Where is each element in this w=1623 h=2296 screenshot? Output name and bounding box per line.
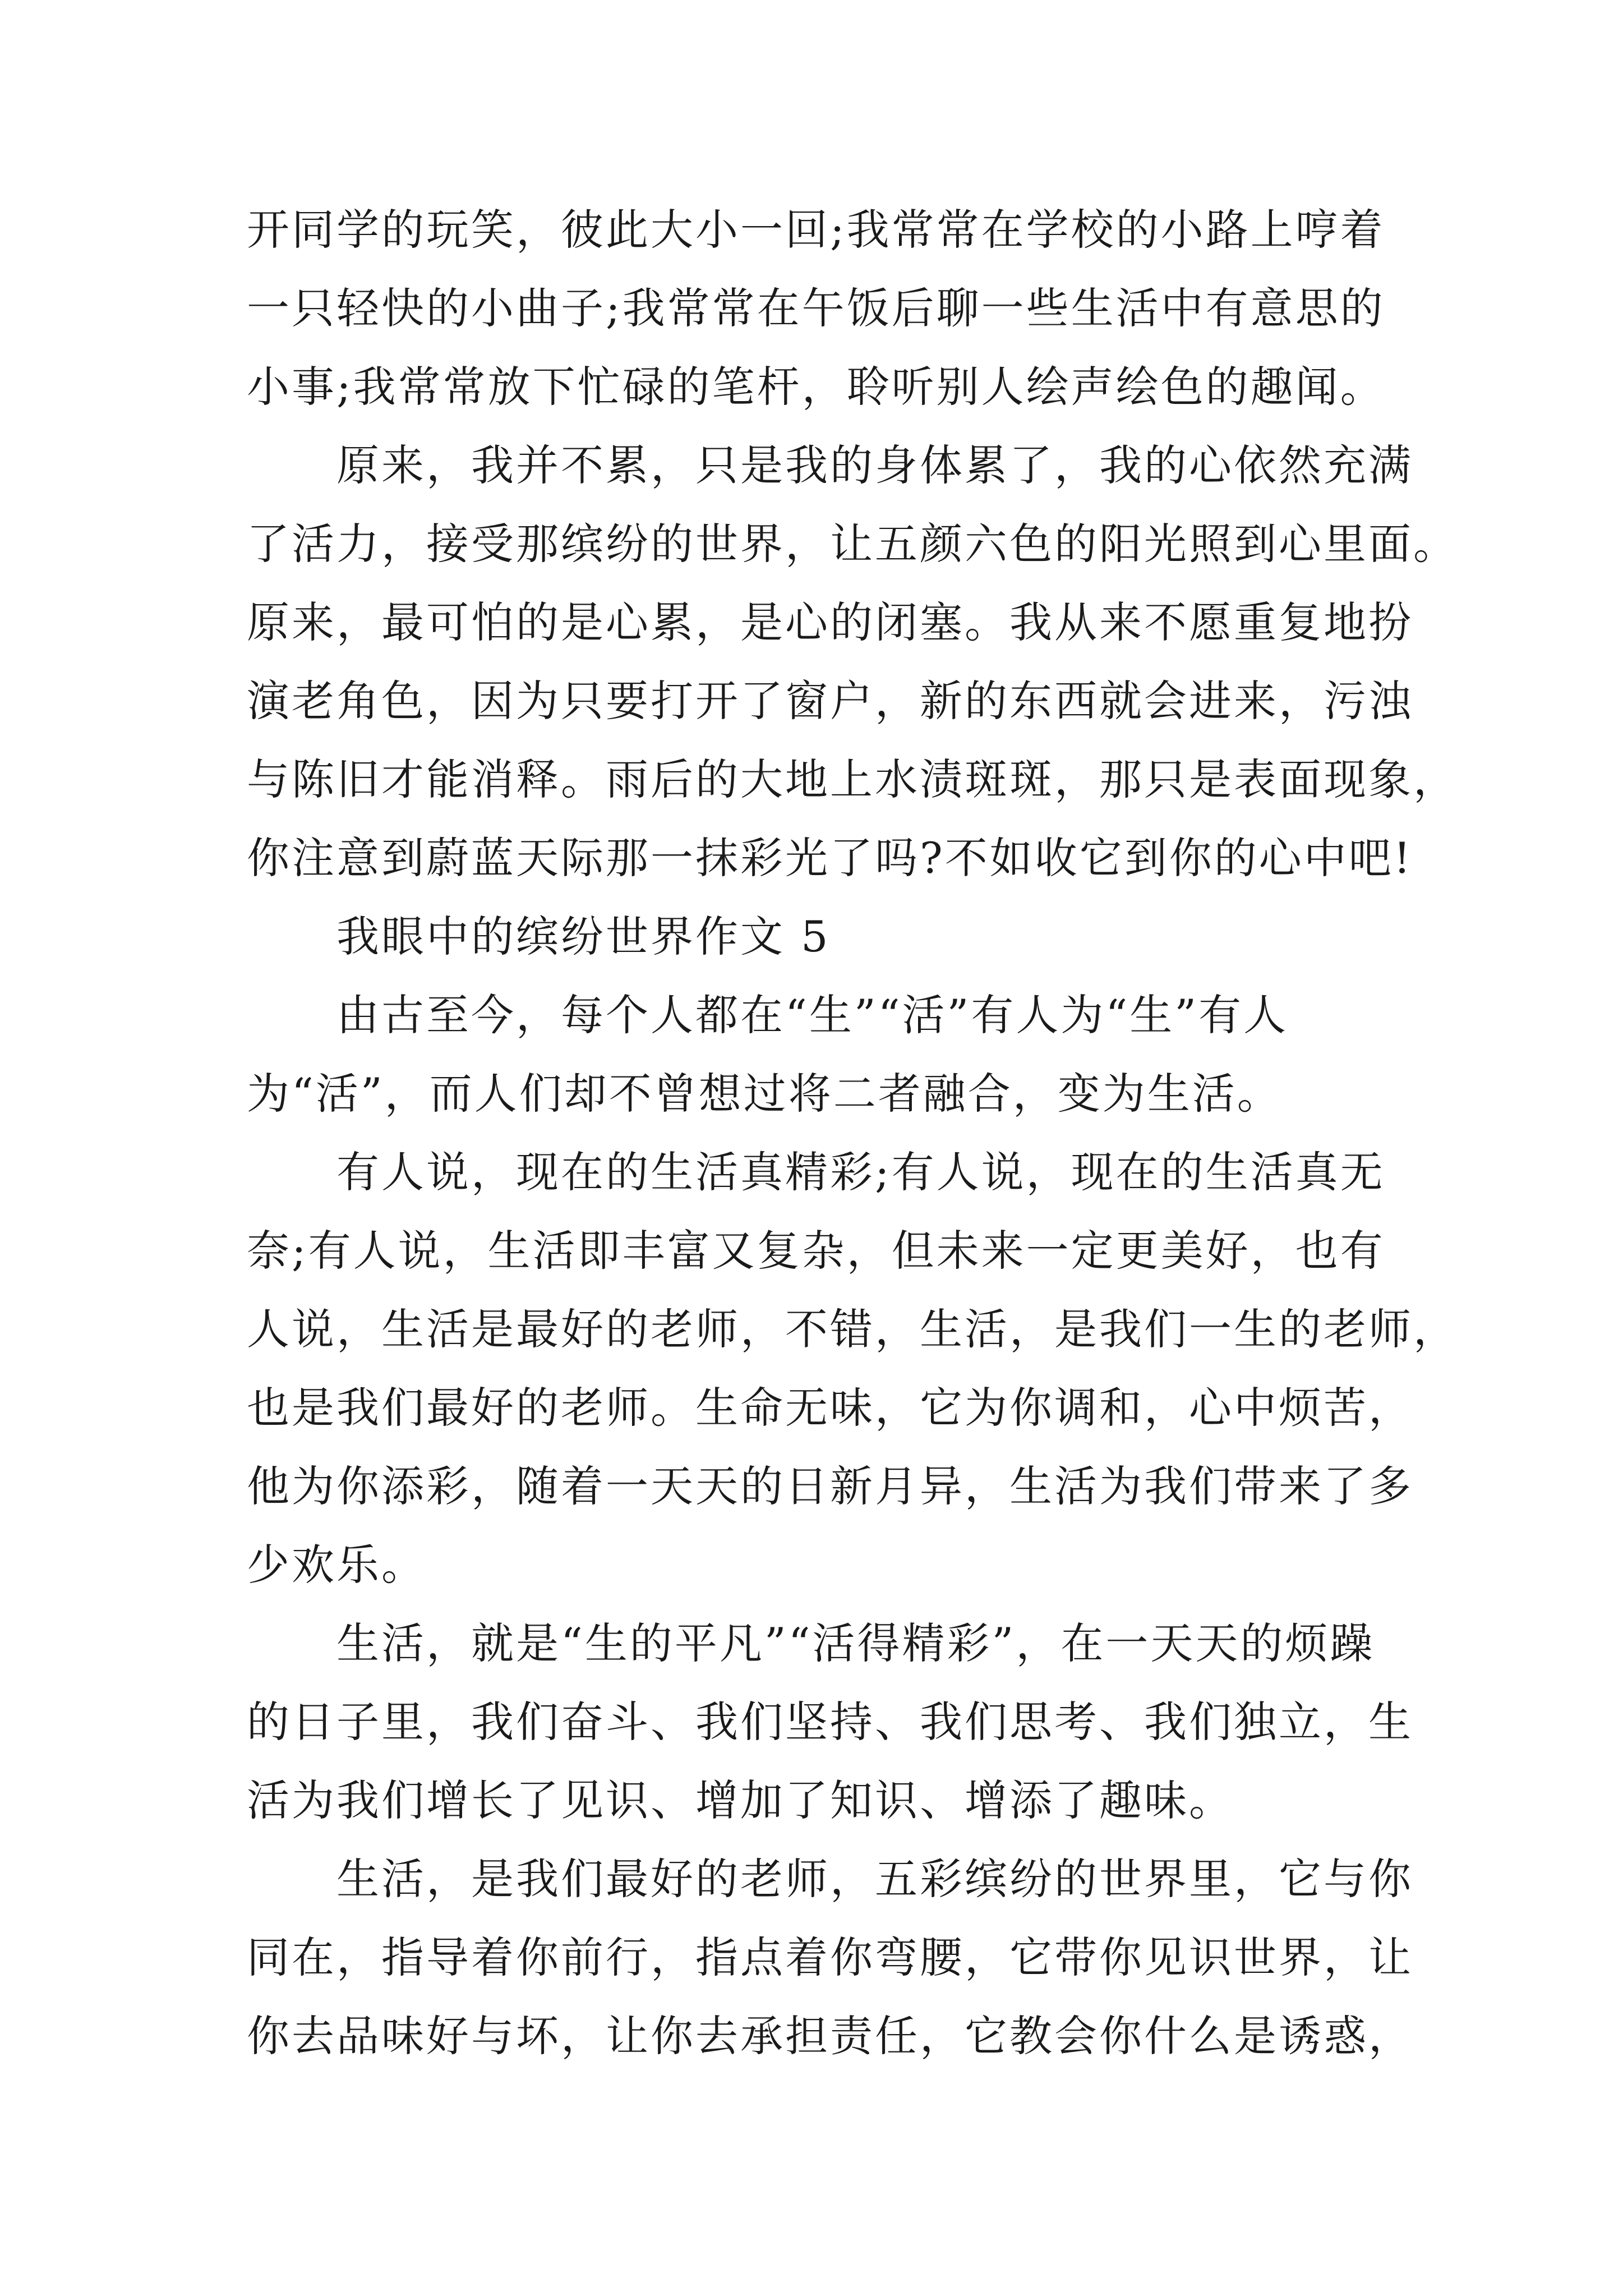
text-line: 你去品味好与坏，让你去承担责任，它教会你什么是诱惑，	[247, 2011, 1413, 2061]
text-line: 为“活”，而人们却不曾想过将二者融合，变为生活。	[247, 1069, 1282, 1119]
text-line: 小事;我常常放下忙碌的笔杆，聆听别人绘声绘色的趣闻。	[247, 362, 1385, 412]
text-line: 原来，我并不累，只是我的身体累了，我的心依然充满	[336, 440, 1413, 490]
text-line: 开同学的玩笑，彼此大小一回;我常常在学校的小路上哼着	[247, 205, 1385, 255]
text-line: 的日子里，我们奋斗、我们坚持、我们思考、我们独立，生	[247, 1697, 1413, 1747]
text-line: 少欢乐。	[247, 1540, 426, 1590]
text-line: 一只轻快的小曲子;我常常在午饭后聊一些生活中有意思的	[247, 283, 1385, 333]
text-line: 有人说，现在的生活真精彩;有人说，现在的生活真无	[336, 1147, 1385, 1197]
text-line: 活为我们增长了见识、增加了知识、增添了趣味。	[247, 1775, 1234, 1825]
text-line: 由古至今，每个人都在“生”“活”有人为“生”有人	[336, 990, 1289, 1040]
text-line: 生活，就是“生的平凡”“活得精彩”，在一天天的烦躁	[336, 1618, 1375, 1668]
text-line: 人说，生活是最好的老师，不错，生活，是我们一生的老师，	[247, 1304, 1458, 1354]
document-body	[247, 191, 1458, 2076]
text-line: 生活，是我们最好的老师，五彩缤纷的世界里，它与你	[336, 1854, 1413, 1904]
text-line: 也是我们最好的老师。生命无味，它为你调和，心中烦苦，	[247, 1383, 1413, 1433]
text-line: 演老角色，因为只要打开了窗户，新的东西就会进来，污浊	[247, 676, 1413, 726]
text-line: 原来，最可怕的是心累，是心的闭塞。我从来不愿重复地扮	[247, 597, 1413, 647]
text-line: 你注意到蔚蓝天际那一抹彩光了吗?不如收它到你的心中吧!	[247, 833, 1413, 883]
text-line: 与陈旧才能消释。雨后的大地上水渍斑斑，那只是表面现象，	[247, 754, 1458, 804]
text-line: 同在，指导着你前行，指点着你弯腰，它带你见识世界，让	[247, 1932, 1413, 1982]
text-line: 他为你添彩，随着一天天的日新月异，生活为我们带来了多	[247, 1461, 1413, 1511]
section-heading: 我眼中的缤纷世界作文 5	[336, 912, 831, 961]
text-line: 奈;有人说，生活即丰富又复杂，但未来一定更美好，也有	[247, 1226, 1385, 1276]
text-line: 了活力，接受那缤纷的世界，让五颜六色的阳光照到心里面。	[247, 519, 1458, 569]
